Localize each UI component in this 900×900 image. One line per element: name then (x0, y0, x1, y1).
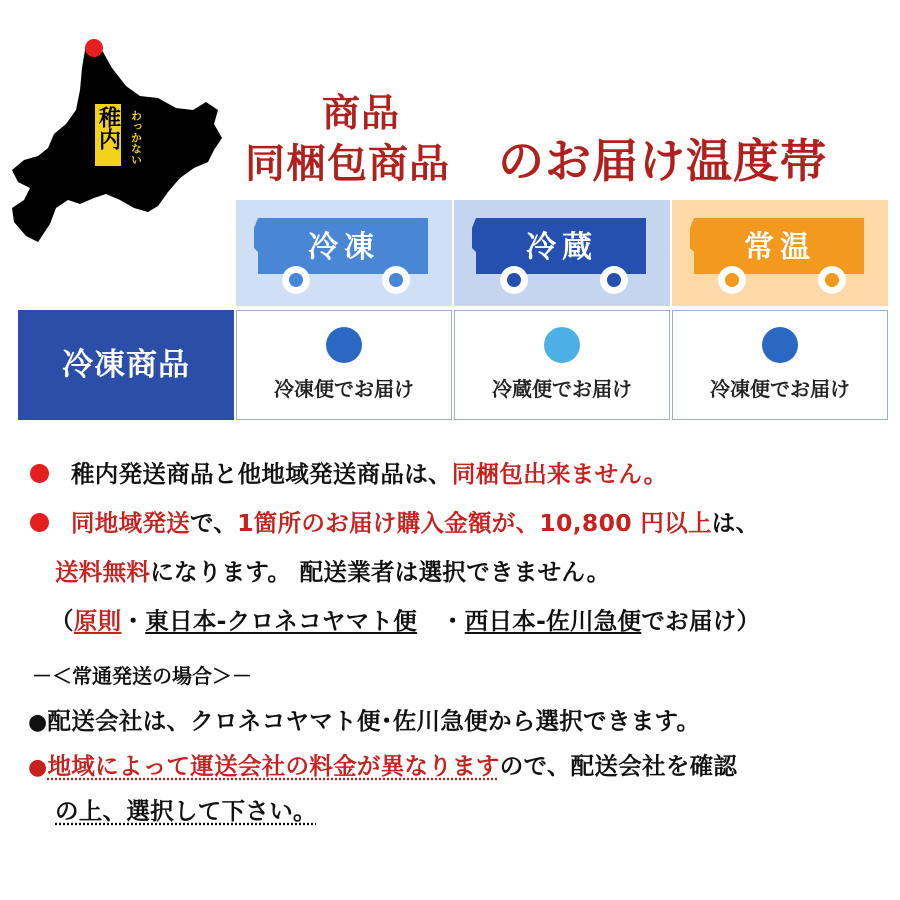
notice-line-6 (28, 702, 700, 736)
title-line-2: 同梱包商品 (245, 140, 450, 187)
notice-1-highlight: 同梱包出来ません。 (451, 460, 668, 488)
notice-line-7 (28, 747, 737, 781)
red-bullet-char-icon: ● (28, 755, 48, 780)
notice-2-same-region: 同地域発送 (71, 509, 190, 537)
cell-frozen (236, 310, 452, 420)
map-region-label: 稚内 (95, 106, 121, 150)
wakkanai-marker (85, 39, 103, 57)
notice-8-text: の上、選択して下さい。 (55, 797, 317, 825)
notice-2-amount: 1箇所のお届け購入金額が、10,800 円以上 (237, 509, 712, 537)
notice-2-text: で、 (190, 509, 238, 537)
black-bullet-icon: ● (28, 710, 48, 735)
red-bullet-icon (30, 464, 49, 483)
cell-ambient-text: 冷凍便でお届け (710, 377, 850, 401)
normal-shipping-header: －＜常通発送の場合＞－ (32, 664, 252, 688)
notice-1-text: 稚内発送商品と他地域発送商品は、 (71, 460, 452, 488)
ambient-dot-icon (762, 327, 798, 363)
notice-line-1 (30, 455, 667, 489)
notice-3-text: になります。 配送業者は選択できません。 (150, 558, 611, 586)
hokkaido-map (8, 38, 233, 268)
separator: ・ (121, 607, 146, 635)
cell-frozen-text: 冷凍便でお届け (274, 377, 414, 401)
notice-line-4 (50, 602, 760, 636)
header-ambient-label: 常温 (744, 230, 816, 265)
header-frozen (236, 200, 452, 306)
free-shipping-text: 送料無料 (55, 558, 151, 586)
frozen-dot-icon (326, 327, 362, 363)
notice-line-8 (55, 792, 317, 826)
notice-line-2 (30, 504, 759, 538)
chilled-dot-icon (544, 327, 580, 363)
notice-2-tail: は、 (711, 509, 760, 537)
principle-text: 原則 (73, 607, 122, 635)
notice-7-text: ので、配送会社を確認 (499, 752, 738, 780)
separator-2: ・ (417, 607, 465, 635)
map-reading-label: わっかない (129, 110, 143, 165)
title-line-3: のお届け温度帯 (498, 134, 827, 188)
cell-chilled (454, 310, 670, 420)
header-chilled-label: 冷蔵 (526, 230, 598, 265)
header-chilled (454, 200, 670, 306)
notice-6-text: 配送会社は、クロネコヤマト便･佐川急便から選択できます。 (47, 707, 701, 735)
red-bullet-icon (30, 513, 49, 532)
cell-ambient (672, 310, 888, 420)
paren-open: （ (50, 607, 74, 635)
cell-chilled-text: 冷蔵便でお届け (492, 377, 632, 401)
west-japan-carrier: 西日本-佐川急便 (464, 607, 642, 635)
header-ambient (672, 200, 888, 306)
row-label-frozen-goods: 冷凍商品 (18, 310, 234, 420)
title-line-1: 商品 (322, 90, 401, 135)
header-frozen-label: 冷凍 (308, 230, 380, 265)
east-japan-carrier: 東日本-クロネコヤマト便 (145, 607, 418, 635)
notice-line-3 (55, 553, 610, 587)
notice-7-highlight: 地域によって運送会社の料金が異なります (47, 752, 500, 780)
notice-4-tail: でお届け） (641, 607, 761, 635)
